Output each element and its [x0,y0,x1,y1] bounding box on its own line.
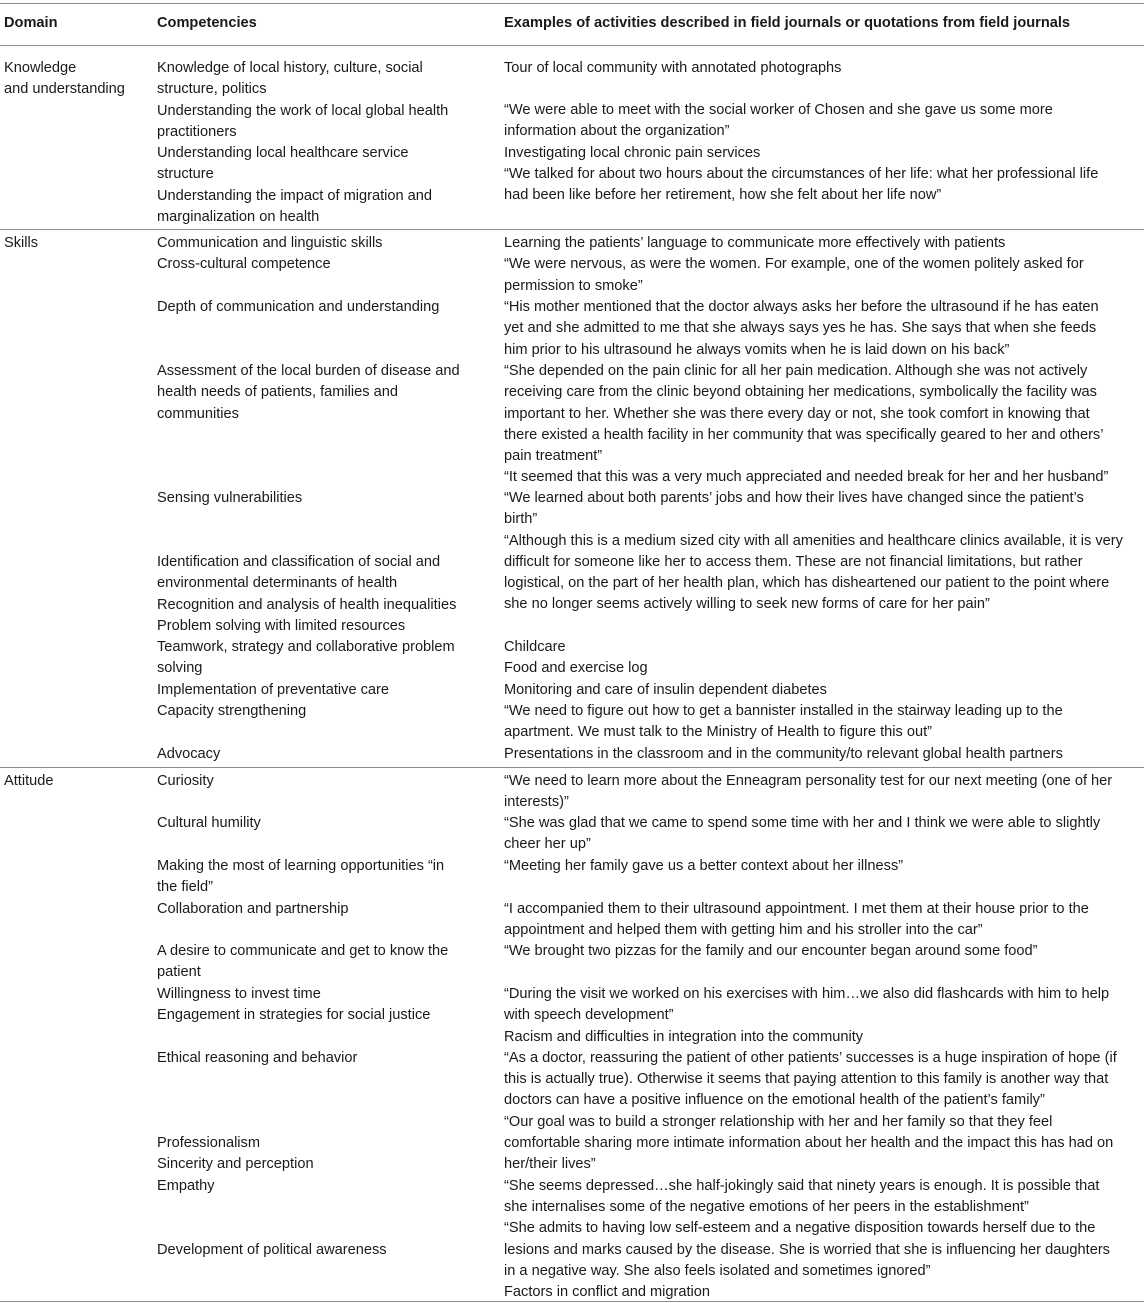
cell-line: information about the organization” [504,123,730,140]
cell-line: Understanding the impact of migration and [157,187,433,204]
cell-line: this is actually true). Otherwise it seems that paying attention to this family is another way that [504,1071,1109,1088]
competency-cell [157,744,220,765]
section-rule-skills [0,229,1144,230]
cell-line: there existed a health facility in her community that was specifically geared to her and others’ [504,426,1104,443]
example-cell [504,233,1084,297]
example-cell [504,899,1089,942]
cell-line: Assessment of the local burden of disease and [157,363,460,379]
cell-line: “As a doctor, reassuring the patient of other patients’ successes is a huge inspiration of hope (if [504,1049,1117,1066]
cell-line: him prior to his ultrasound he always vomits when he is laid down on his back” [504,341,1010,358]
cell-line: “She seems depressed…she half-jokingly said that ninety years is enough. It is possible that [504,1177,1100,1194]
cell-line: receiving care from the clinic beyond obtaining her medications, symbolically the facility was [504,384,1097,401]
cell-line: “We learned about both parents’ jobs and how their lives have changed since the patient’s [504,490,1084,506]
competency-cell [157,1133,314,1176]
cell-line: and understanding [4,81,125,98]
competency-cell [157,297,439,318]
cell-line: she no longer seems actively willing to seek new forms of care for her pain” [504,596,990,613]
example-cell [504,984,1117,1303]
cell-line: “I accompanied them to their ultrasound appointment. I met them at their house prior to the [504,901,1089,917]
cell-line: solving [157,660,203,677]
cell-line: Sincerity and perception [157,1156,314,1173]
cell-line: comfortable sharing more intimate information about her health and the impact this has had on [504,1135,1114,1152]
cell-line: Learning the patients’ language to communicate more effectively with patients [504,235,1006,251]
header-domain: Domain [4,15,58,31]
example-cell [504,941,1038,962]
header-bottom-rule [0,45,1144,46]
competency-cell [157,813,261,834]
cell-line: Collaboration and partnership [157,900,349,917]
cell-line: practitioners [157,123,237,140]
example-cell [504,297,1099,361]
example-cell [504,58,841,79]
example-cell [504,856,903,877]
cell-line: “We brought two pizzas for the family and our encounter began around some food” [504,943,1038,959]
cell-line: “Our goal was to build a stronger relationship with her and her family so that they feel [504,1113,1053,1130]
competency-cell [157,488,302,509]
table-top-rule [0,3,1144,4]
domain-cell [4,233,38,254]
cell-line: Knowledge of local history, culture, social [157,60,423,76]
example-cell [504,771,1112,814]
cell-line: Ethical reasoning and behavior [157,1050,358,1066]
cell-line: Food and exercise log [504,660,648,677]
cell-line: A desire to communicate and get to know the [157,943,449,959]
cell-line: Tour of local community with annotated photographs [504,60,842,76]
cell-line: Understanding local healthcare service [157,145,409,162]
cell-line: structure, politics [157,81,267,98]
competency-cell [157,58,448,228]
competency-cell [157,361,460,425]
cell-line: Teamwork, strategy and collaborative problem [157,639,455,656]
cell-line: Childcare [504,639,566,655]
header-examples: Examples of activities described in field journals or quotations from field journals [504,15,1071,31]
cell-line: Knowledge [4,60,77,76]
cell-line: yet and she admitted to me that she always says yes he has. She says that when she feeds [504,320,1097,337]
cell-line: “We were nervous, as were the women. For example, one of the women politely asked for [504,256,1084,273]
cell-line: marginalization on health [157,209,320,226]
cell-line: structure [157,166,214,183]
cell-line: permission to smoke” [504,277,643,294]
cell-line: Depth of communication and understanding [157,299,440,315]
cell-line: Making the most of learning opportunities “in [157,858,445,874]
cell-line: Engagement in strategies for social justice [157,1006,431,1023]
domain-cell [4,58,125,101]
cell-line: “She was glad that we came to spend some time with her and I think we were able to slightly [504,815,1101,831]
cell-line: had been like before her retirement, how she felt about her life now” [504,187,942,204]
competency-cell [157,1176,215,1197]
cell-line: Willingness to invest time [157,985,321,1002]
competency-cell [157,1240,387,1261]
cell-line: Racism and difficulties in integration into the community [504,1028,864,1045]
competency-cell [157,856,444,920]
cell-line: Factors in conflict and migration [504,1284,711,1301]
cell-line: communities [157,405,239,422]
cell-line: Professionalism [157,1135,261,1151]
domain-cell [4,771,54,792]
cell-line: her/their lives” [504,1156,596,1173]
cell-line: Understanding the work of local global health [157,102,449,119]
competency-cell [157,941,448,1026]
cell-line: “His mother mentioned that the doctor always asks her before the ultrasound if he has eaten [504,299,1099,315]
cell-line: Development of political awareness [157,1242,387,1258]
competency-cell [157,771,214,792]
cell-line: in a negative way. She also feels isolated and sometimes ignored” [504,1262,931,1279]
cell-line: Identification and classification of social and [157,554,441,570]
competency-cell [157,1048,357,1069]
cell-line: pain treatment” [504,448,603,465]
example-cell [504,637,1063,743]
cell-line: cheer her up” [504,836,591,853]
example-cell [504,361,1108,489]
cell-line: doctors can have a positive influence on the emotional health of the patient’s family” [504,1092,1045,1109]
cell-line: Monitoring and care of insulin dependent diabetes [504,681,827,698]
cell-line: “She depended on the pain clinic for all her pain medication. Although she was not actively [504,363,1088,379]
competency-cell [157,233,382,276]
cell-line: “We need to figure out how to get a bannister installed in the stairway leading up to the [504,702,1063,719]
cell-line: Advocacy [157,746,221,762]
cell-line: important to her. Whether she was there every day or not, she took comfort in knowing that [504,405,1090,422]
section-rule-attitude [0,767,1144,768]
cell-line: she internalises some of the negative emotions of her peers in the establishment” [504,1198,1029,1215]
cell-line: “Meeting her family gave us a better context about her illness” [504,858,904,874]
example-cell [504,100,1098,206]
cell-line: “We talked for about two hours about the circumstances of her life: what her professional life [504,165,1099,182]
cell-line: environmental determinants of health [157,575,398,592]
cell-line: Cross-cultural competence [157,256,331,273]
cell-line: Skills [4,235,39,251]
cell-line: patient [157,964,201,981]
cell-line: Curiosity [157,773,214,789]
cell-line: Sensing vulnerabilities [157,490,303,506]
cell-line: lesions and marks caused by the disease. She is worried that she is influencing her daughters [504,1241,1110,1258]
cell-line: Attitude [4,773,54,789]
cell-line: “We were able to meet with the social worker of Chosen and she gave us some more [504,102,1053,118]
cell-line: “During the visit we worked on his exercises with him…we also did flashcards with him to help [504,986,1110,1002]
cell-line: Implementation of preventative care [157,681,390,698]
example-cell [504,813,1100,856]
header-competencies: Competencies [157,15,257,31]
cell-line: birth” [504,511,538,528]
cell-line: the field” [157,879,213,896]
competency-cell [157,552,456,722]
cell-line: Problem solving with limited resources [157,617,406,634]
cell-line: “She admits to having low self-esteem and a negative disposition towards herself due to the [504,1220,1096,1237]
cell-line: health needs of patients, families and [157,384,398,401]
cell-line: interests)” [504,794,569,811]
cell-line: “Although this is a medium sized city with all amenities and healthcare clinics available, it is very [504,532,1123,549]
cell-line: “We need to learn more about the Enneagram personality test for our next meeting (one of her [504,773,1113,789]
cell-line: appointment and helped them with getting him and his stroller into the car” [504,922,983,939]
cell-line: “It seemed that this was a very much appreciated and needed break for her and her husband” [504,469,1109,486]
cell-line: logistical, on the part of her health plan, which has disheartened our patient to the point where [504,575,1110,592]
cell-line: difficult for someone like her to access them. These are not financial limitations, but rather [504,553,1083,570]
cell-line: with speech development” [504,1007,674,1024]
example-cell [504,488,1123,616]
cell-line: Recognition and analysis of health inequalities [157,596,457,613]
cell-line: Investigating local chronic pain services [504,144,761,161]
cell-line: Communication and linguistic skills [157,235,383,251]
cell-line: Cultural humility [157,815,261,831]
cell-line: apartment. We must talk to the Ministry of Health to figure this out” [504,724,932,741]
cell-line: Empathy [157,1178,215,1194]
cell-line: Presentations in the classroom and in the community/to relevant global health partners [504,746,1063,762]
example-cell [504,744,1063,765]
cell-line: Capacity strengthening [157,703,307,720]
